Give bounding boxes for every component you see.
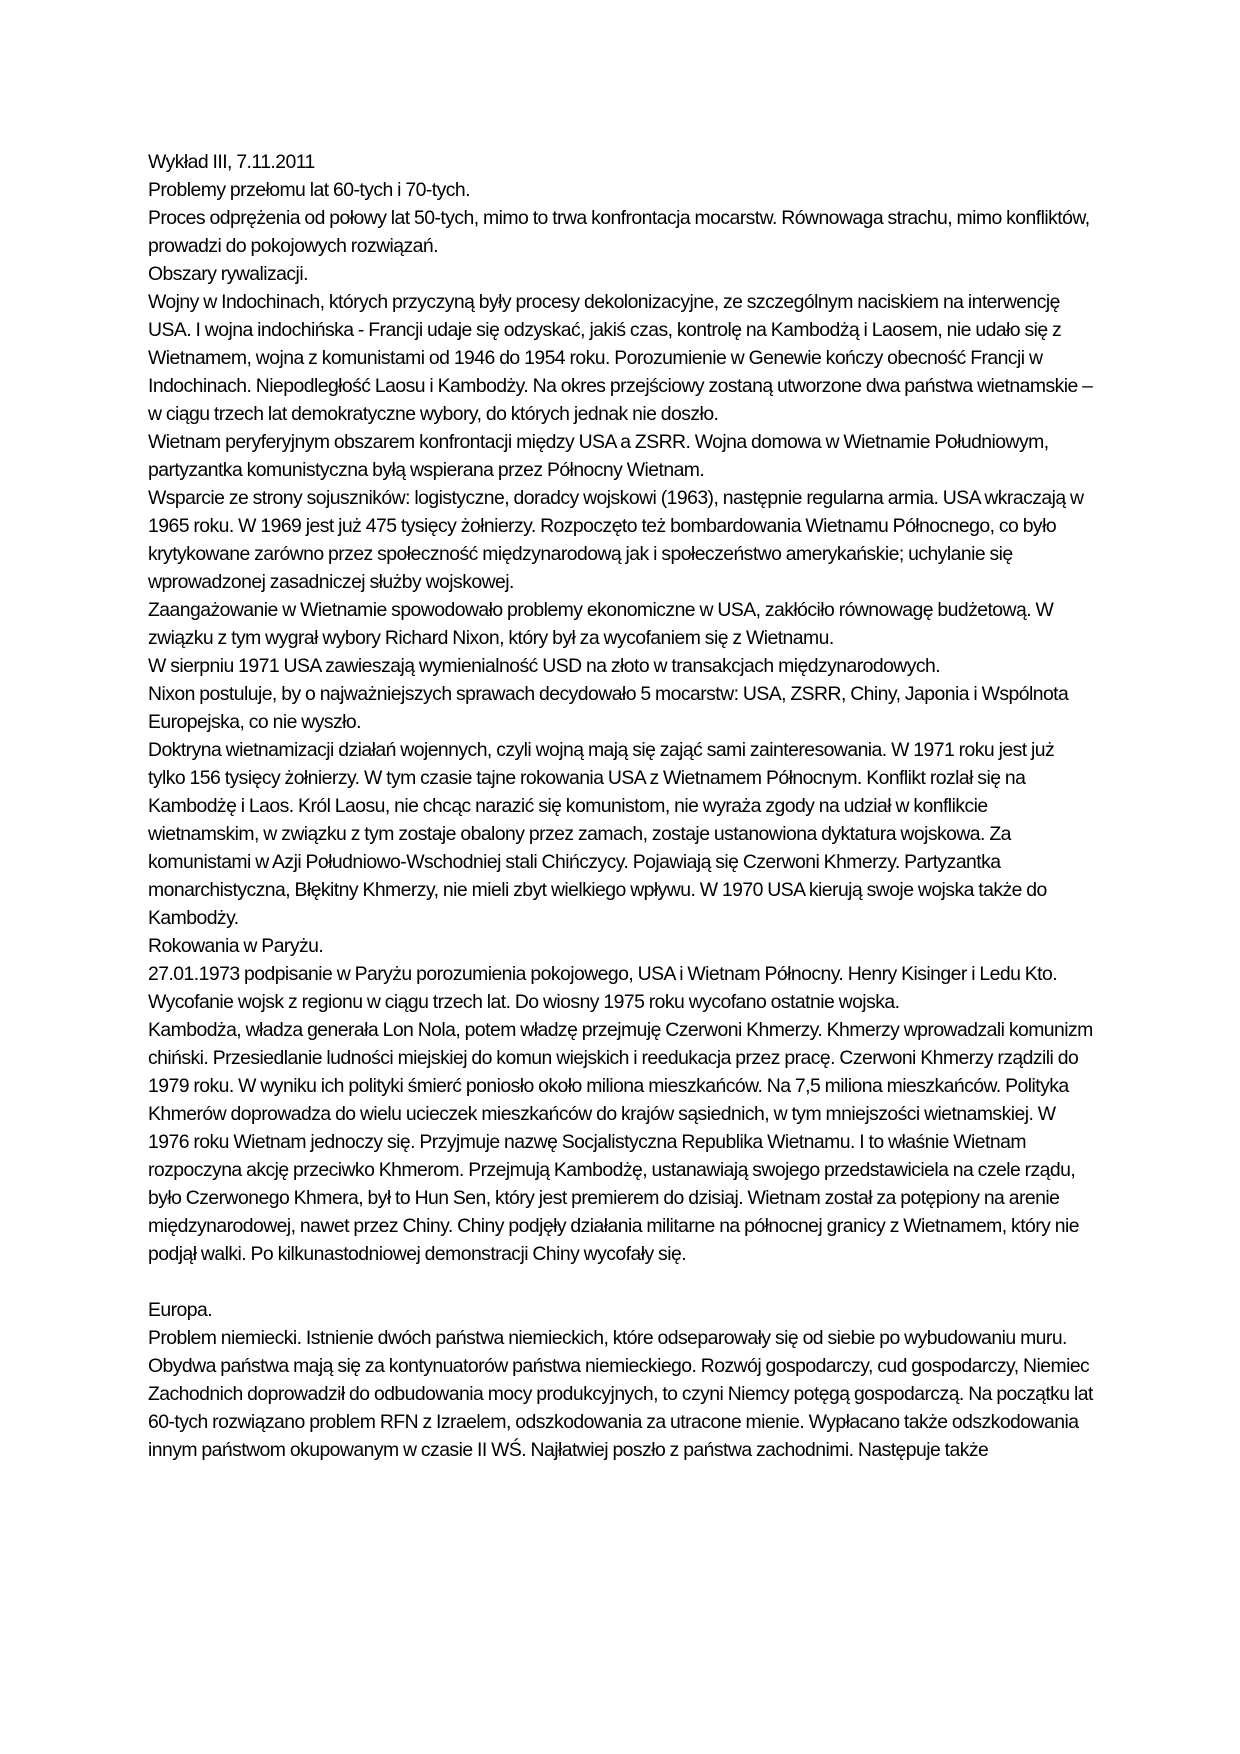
paragraph-economic-problems: Zaangażowanie w Wietnamie spowodowało problemy ekonomiczne w USA, zakłóciło równowagę budżetową. W związku z tym wygrał wybory Richard Nixon, który był za wycofaniem się z Wietnamu.	[148, 599, 1054, 649]
paragraph-topic: Problemy przełomu lat 60-tych i 70-tych.	[148, 179, 470, 201]
paragraph-detente: Proces odprężenia od połowy lat 50-tych, mimo to trwa konfrontacja mocarstw. Równowaga strachu, mimo konfliktów, prowadzi do pokojowych rozwiązań.	[148, 207, 1090, 257]
paragraph-indochina-wars: Wojny w Indochinach, których przyczyną były procesy dekolonizacyjne, ze szczególnym naciskiem na interwencję USA. I wojna indochińska - Francji udaje się odzyskać, jakiś czas, kontrolę na Kambodżą i Laosem, nie udało się z Wietnamem, wojna z komunistami od 1946 do 1954 roku. Porozumienie w Genewie kończy obecność Francji w Indochinach. Niepodległość Laosu i Kambodży. Na okres przejściowy zostaną utworzone dwa państwa wietnamskie – w ciągu trzech lat demokratyczne wybory, do których jednak nie doszło.	[148, 291, 1093, 425]
paragraph-rivalry-heading: Obszary rywalizacji.	[148, 263, 308, 285]
paragraph-cambodia: Kambodża, władza generała Lon Nola, potem władzę przejmuję Czerwoni Khmerzy. Khmerzy wprowadzali komunizm chiński. Przesiedlanie ludności miejskiej do komun wiejskich i reedukacja przez pracę. Czerwoni Khmerzy rządzili do 1979 roku. W wyniku ich polityki śmierć poniosło około miliona mieszkańców. Na 7,5 miliona mieszkańców. Polityka Khmerów doprowadza do wielu ucieczek mieszkańców do krajów sąsiednich, w tym mniejszości wietnamskiej. W 1976 roku Wietnam jednoczy się. Przyjmuje nazwę Socjalistyczna Republika Wietnamu. I to właśnie Wietnam rozpoczyna akcję przeciwko Khmerom. Przejmują Kambodżę, ustanawiają swojego przedstawiciela na czele rządu, było Czerwonego Khmera, był to Hun Sen, który jest premierem do dzisiaj. Wietnam został za potępiony na arenie międzynarodowej, nawet przez Chiny. Chiny podjęły działania militarne na północnej granicy z Wietnamem, który nie podjął walki. Po kilkunastodniowej demonstracji Chiny wycofały się.	[148, 1019, 1093, 1265]
paragraph-nixon-five-powers: Nixon postuluje, by o najważniejszych sprawach decydowało 5 mocarstw: USA, ZSRR, Chiny, Japonia i Wspólnota Europejska, co nie wyszło.	[148, 683, 1069, 733]
paragraph-spacer	[148, 1268, 1093, 1296]
paragraph-paris-talks-heading: Rokowania w Paryżu.	[148, 935, 324, 957]
paragraph-german-problem: Problem niemiecki. Istnienie dwóch państwa niemieckich, które odseparowały się od siebie po wybudowaniu muru. Obydwa państwa mają się za kontynuatorów państwa niemieckiego. Rozwój gospodarczy, cud gospodarczy, Niemiec Zachodnich doprowadził do odbudowania mocy produkcyjnych, to czyni Niemcy potęgą gospodarczą. Na początku lat 60-tych rozwiązano problem RFN z Izraelem, odszkodowania za utracone mienie. Wypłacano także odszkodowania innym państwom okupowanym w czasie II WŚ. Najłatwiej poszło z państwa zachodnimi. Następuje także	[148, 1327, 1093, 1461]
paragraph-usd-gold: W sierpniu 1971 USA zawieszają wymienialność USD na złoto w transakcjach międzynarodowych.	[148, 655, 941, 677]
document-body	[148, 148, 1093, 1464]
paragraph-paris-accords: 27.01.1973 podpisanie w Paryżu porozumienia pokojowego, USA i Wietnam Północny. Henry Kisinger i Ledu Kto. Wycofanie wojsk z regionu w ciągu trzech lat. Do wiosny 1975 roku wycofano ostatnie wojska.	[148, 963, 1058, 1013]
paragraph-europe-heading: Europa.	[148, 1299, 213, 1321]
lecture-title: Wykład III, 7.11.2011	[148, 151, 315, 173]
paragraph-vietnam-periphery: Wietnam peryferyjnym obszarem konfrontacji między USA a ZSRR. Wojna domowa w Wietnamie Południowym, partyzantka komunistyczna byłą wspierana przez Północny Wietnam.	[148, 431, 1049, 481]
paragraph-vietnamization: Doktryna wietnamizacji działań wojennych, czyli wojną mają się zająć sami zainteresowania. W 1971 roku jest już tylko 156 tysięcy żołnierzy. W tym czasie tajne rokowania USA z Wietnamem Północnym. Konflikt rozlał się na Kambodżę i Laos. Król Laosu, nie chcąc narazić się komunistom, nie wyraża zgody na udział w konflikcie wietnamskim, w związku z tym zostaje obalony przez zamach, zostaje ustanowiona dyktatura wojskowa. Za komunistami w Azji Południowo-Wschodniej stali Chińczycy. Pojawiają się Czerwoni Khmerzy. Partyzantka monarchistyczna, Błękitny Khmerzy, nie mieli zbyt wielkiego wpływu. W 1970 USA kierują swoje wojska także do Kambodży.	[148, 739, 1055, 929]
paragraph-allied-support: Wsparcie ze strony sojuszników: logistyczne, doradcy wojskowi (1963), następnie regularna armia. USA wkraczają w 1965 roku. W 1969 jest już 475 tysięcy żołnierzy. Rozpoczęto też bombardowania Wietnamu Północnego, co było krytykowane zarówno przez społeczność międzynarodową jak i społeczeństwo amerykańskie; uchylanie się wprowadzonej zasadniczej służby wojskowej.	[148, 487, 1084, 593]
